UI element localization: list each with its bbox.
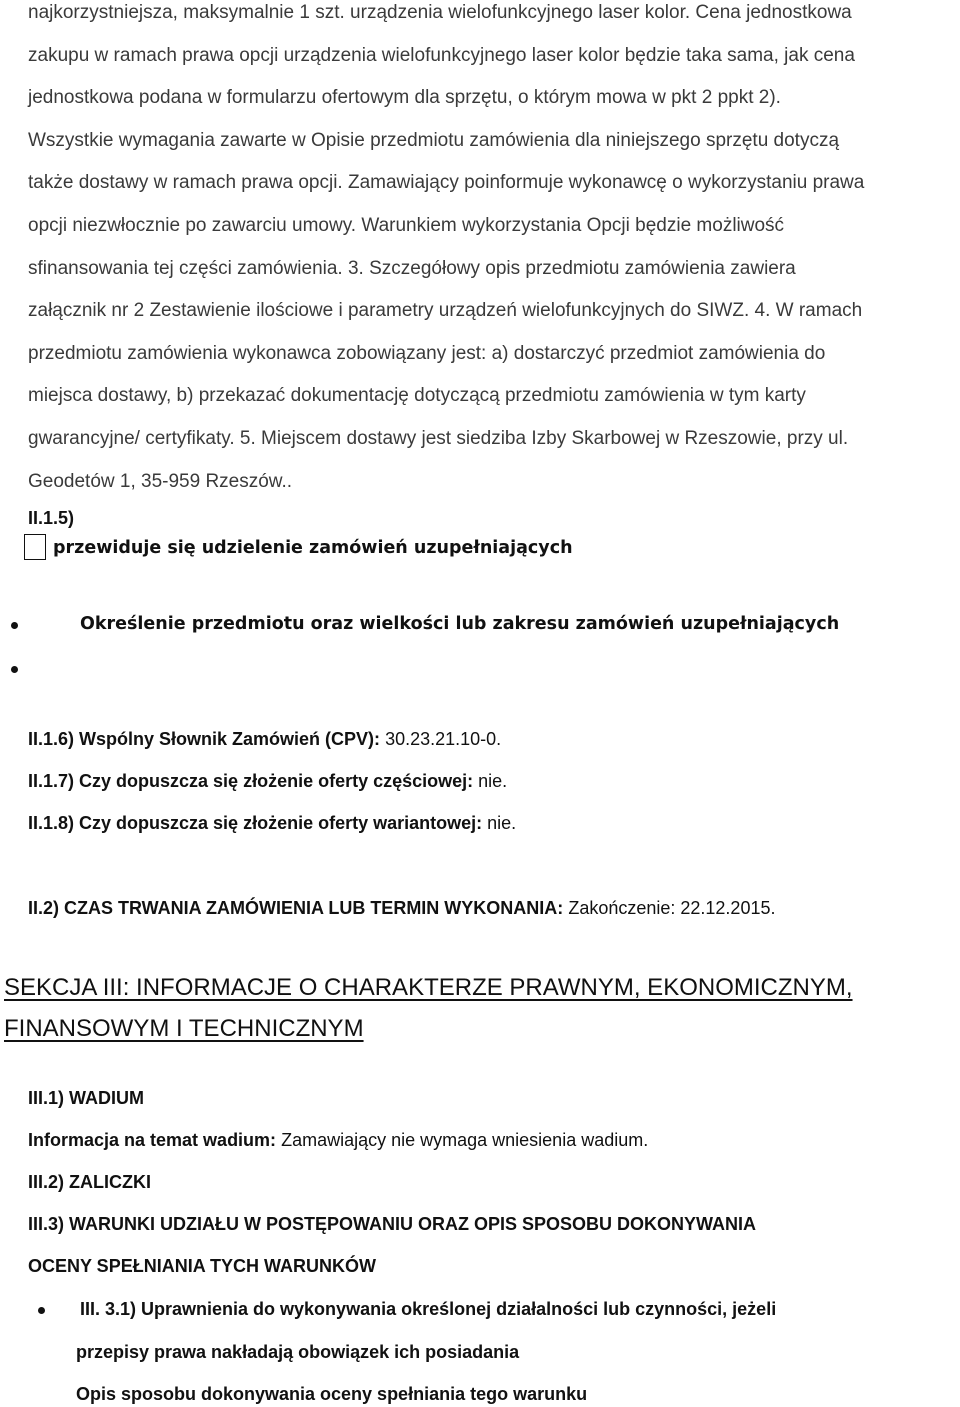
wadium-value: Zamawiający nie wymaga wniesienia wadium. (281, 1130, 649, 1150)
intro-line-12: Geodetów 1, 35-959 Rzeszów.. (28, 470, 293, 492)
section-iii-heading-line-2: FINANSOWYM I TECHNICZNYM (4, 1015, 364, 1042)
wadium-title-text: III.1) WADIUM (28, 1088, 144, 1108)
bullet-icon (38, 1307, 45, 1314)
section-ii-1-6-value: 30.23.21.10-0. (385, 729, 502, 749)
bullet-item-1: Określenie przedmiotu oraz wielkości lub zakresu zamówień uzupełniających (80, 614, 840, 634)
section-ii-1-8-value: nie. (487, 813, 517, 833)
item-iii-3-1-line-1: III. 3.1) Uprawnienia do wykonywania określonej działalności lub czynności, jeżeli (80, 1299, 777, 1319)
warunki-title-line-2: OCENY SPEŁNIANIA TYCH WARUNKÓW (28, 1256, 377, 1276)
checkbox-icon[interactable] (24, 534, 46, 560)
warunki-title-line-1: III.3) WARUNKI UDZIAŁU W POSTĘPOWANIU ORAZ OPIS SPOSOBU DOKONYWANIA (28, 1214, 757, 1234)
bullet-icon (11, 622, 18, 629)
intro-line-10: miejsca dostawy, b) przekazać dokumentację dotyczącą przedmiotu zamówienia w tym karty (28, 385, 806, 407)
intro-line-8: załącznik nr 2 Zestawienie ilościowe i parametry urządzeń wielofunkcyjnych do SIWZ. 4. W ramach (28, 300, 863, 322)
section-ii-1-8 (28, 813, 516, 834)
intro-line-3: jednostkowa podana w formularzu ofertowym dla sprzętu, o którym mowa w pkt 2 ppkt 2). (28, 87, 781, 109)
section-ii-1-6 (28, 729, 501, 750)
item-iii-3-1-line-3: Opis sposobu dokonywania oceny spełniania tego warunku (76, 1384, 588, 1404)
section-ii-1-8-label: II.1.8) Czy dopuszcza się złożenie oferty wariantowej: (28, 813, 483, 833)
intro-line-4: Wszystkie wymagania zawarte w Opisie przedmiotu zamówienia dla niniejszego sprzętu dotyczą (28, 129, 840, 151)
intro-line-6: opcji niezwłocznie po zawarciu umowy. Warunkiem wykorzystania Opcji będzie możliwość (28, 214, 785, 236)
bullet-icon (11, 666, 18, 673)
section-ii-1-7-label: II.1.7) Czy dopuszcza się złożenie oferty częściowej: (28, 771, 474, 791)
section-ii-2-value: Zakończenie: 22.12.2015. (568, 898, 776, 918)
section-ii-1-6-label: II.1.6) Wspólny Słownik Zamówień (CPV): (28, 729, 381, 749)
item-iii-3-1-line-2: przepisy prawa nakładają obowiązek ich posiadania (76, 1342, 520, 1362)
section-iii-heading-line-1: SEKCJA III: INFORMACJE O CHARAKTERZE PRAWNYM, EKONOMICZNYM, (4, 974, 853, 1001)
intro-line-2: zakupu w ramach prawa opcji urządzenia wielofunkcyjnego laser kolor będzie taka sama, jak cena (28, 44, 855, 66)
intro-line-11: gwarancyjne/ certyfikaty. 5. Miejscem dostawy jest siedziba Izby Skarbowej w Rzeszowie, przy ul. (28, 427, 849, 449)
section-ii-2-label: II.2) CZAS TRWANIA ZAMÓWIENIA LUB TERMIN WYKONANIA: (28, 898, 564, 918)
zaliczki-title: III.2) ZALICZKI (28, 1172, 151, 1192)
intro-line-5: także dostawy w ramach prawa opcji. Zamawiający poinformuje wykonawcę o wykorzystaniu prawa (28, 172, 865, 194)
wadium-info (28, 1130, 648, 1151)
wadium-title (28, 1088, 144, 1109)
section-ii-2 (28, 898, 775, 919)
section-ii-1-5-label: II.1.5) (28, 508, 75, 528)
wadium-label: Informacja na temat wadium: (28, 1130, 277, 1150)
section-ii-1-7 (28, 771, 507, 792)
checkbox-label: przewiduje się udzielenie zamówień uzupełniających (53, 538, 573, 558)
section-ii-1-7-value: nie. (478, 771, 508, 791)
intro-paragraph (28, 0, 958, 503)
intro-line-1: najkorzystniejsza, maksymalnie 1 szt. urządzenia wielofunkcyjnego laser kolor. Cena jednostkowa (28, 2, 852, 23)
intro-line-9: przedmiotu zamówienia wykonawca zobowiązany jest: a) dostarczyć przedmiot zamówienia do (28, 342, 826, 364)
intro-line-7: sfinansowania tej części zamówienia. 3. Szczegółowy opis przedmiotu zamówienia zawiera (28, 257, 796, 279)
